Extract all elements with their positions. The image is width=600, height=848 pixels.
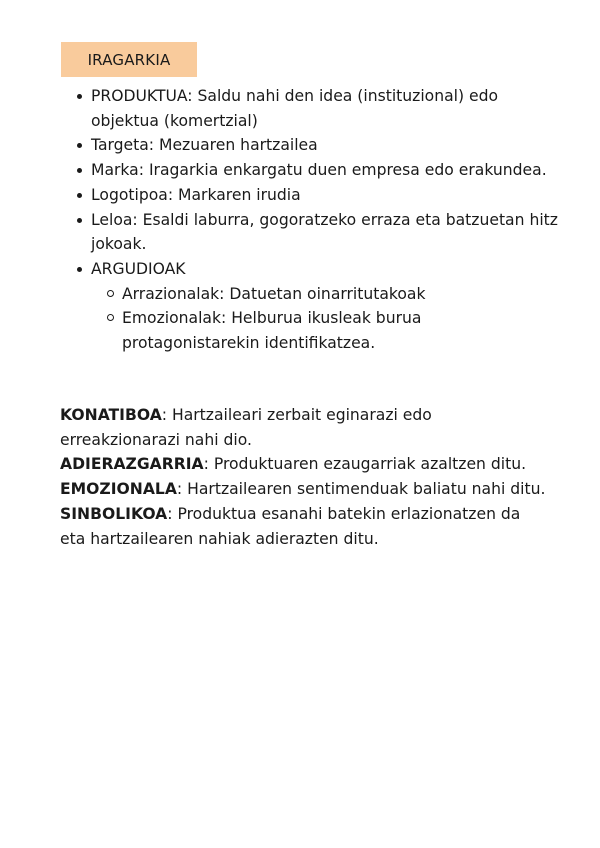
definition-konatiboa [60, 403, 550, 452]
definition-adierazgarria [60, 452, 550, 477]
definition-desc: : Hartzaileari zerbait eginarazi edo erreakzionarazi nahi dio. [60, 406, 432, 449]
list-item-label: ARGUDIOAK [91, 259, 186, 278]
sub-list-item: Arrazionalak: Datuetan oinarritutakoak [122, 282, 561, 307]
sub-list-item: Emozionalak: Helburua ikusleak burua protagonistarekin identifikatzea. [122, 306, 561, 355]
definition-desc: : Produktua esanahi batekin erlazionatzen da eta hartzailearen nahiak adierazten ditu. [60, 504, 521, 548]
definition-emozionala [60, 477, 550, 502]
definition-desc: : Hartzailearen sentimenduak baliatu nahi ditu. [176, 480, 546, 499]
definitions [60, 403, 550, 551]
bullet-list [91, 84, 561, 356]
definition-term: KONATIBOA [60, 406, 162, 424]
list-item: Targeta: Mezuaren hartzailea [91, 133, 561, 158]
page-title: IRAGARKIA [87, 50, 171, 69]
list-item-argudioak [91, 257, 561, 356]
list-item: PRODUKTUA: Saldu nahi den idea (instituzional) edo objektua (komertzial) [91, 84, 561, 133]
definition-term: EMOZIONALA [60, 480, 177, 499]
sub-list [91, 282, 561, 356]
list-item: Marka: Iragarkia enkargatu duen empresa edo erakundea. [91, 158, 561, 183]
title-badge [61, 42, 197, 77]
list-item: Leloa: Esaldi laburra, gogoratzeko erraza eta batzuetan hitz jokoak. [91, 208, 561, 257]
list-item: Logotipoa: Markaren irudia [91, 183, 561, 208]
definition-sinbolikoa [60, 502, 550, 551]
definition-term: ADIERAZGARRIA [60, 455, 204, 474]
definition-term: SINBOLIKOA [60, 504, 168, 523]
definition-desc: : Produktuaren ezaugarriak azaltzen ditu. [203, 455, 527, 474]
